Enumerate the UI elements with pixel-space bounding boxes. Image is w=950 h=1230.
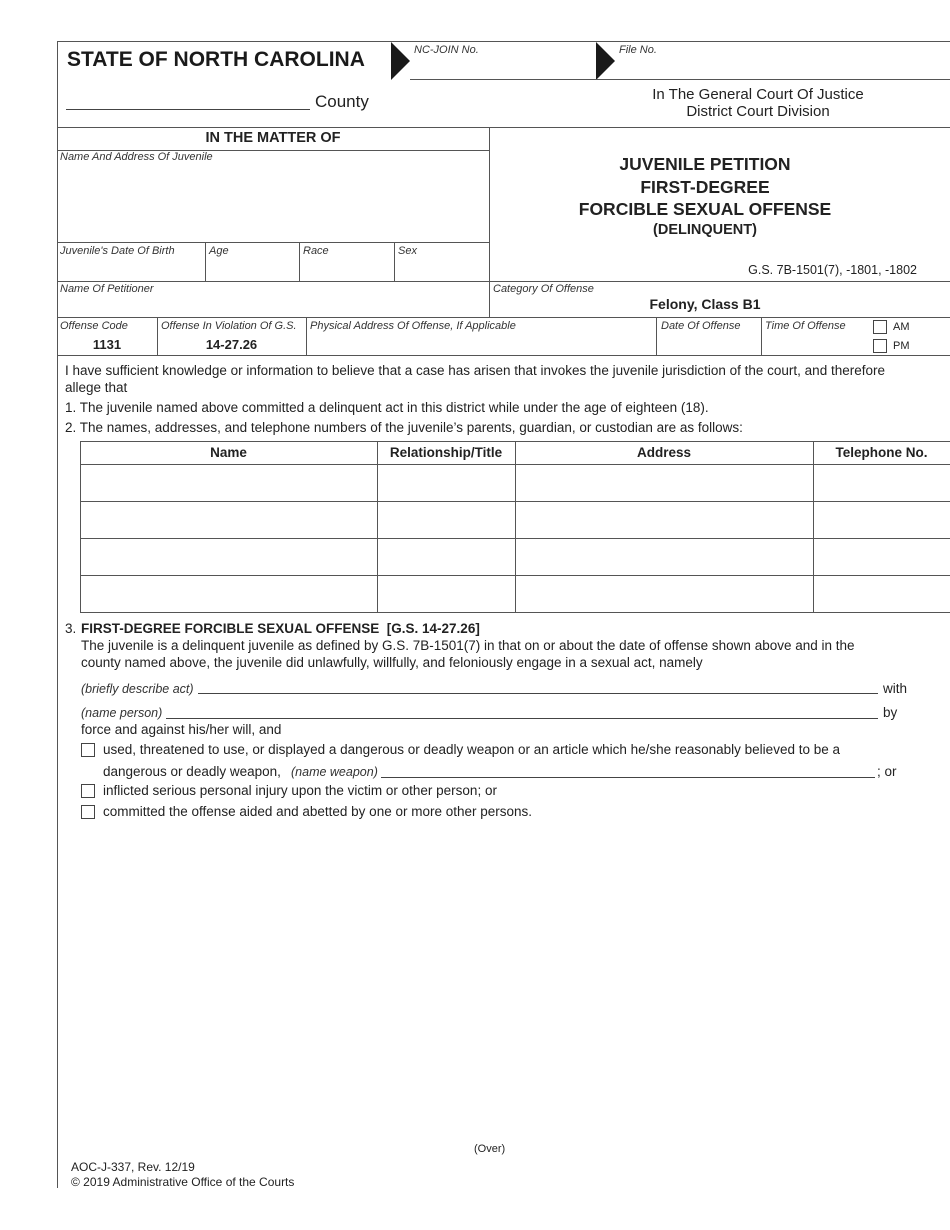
offense-date-field[interactable] (658, 333, 759, 354)
table-cell-address[interactable] (517, 467, 811, 499)
offense-heading: FIRST-DEGREE FORCIBLE SEXUAL OFFENSE [G.S. 14-27.26] (81, 621, 480, 636)
person-field[interactable] (166, 718, 878, 719)
over-note: (Over) (474, 1143, 506, 1155)
offense-code-value: 1131 (92, 337, 122, 352)
weapon-checkbox[interactable] (81, 743, 95, 757)
age-field[interactable] (206, 259, 298, 280)
petition-title-4: (DELINQUENT) (653, 222, 757, 238)
person-suffix: by (883, 705, 898, 720)
table-row (80, 465, 950, 501)
offense-address-label: Physical Address Of Offense, If Applicable (310, 320, 516, 332)
dob-label: Juvenile's Date Of Birth (60, 245, 175, 257)
matter-top-border (57, 127, 950, 128)
petitioner-row-top (57, 281, 950, 282)
table-cell-telephone[interactable] (815, 467, 948, 499)
copyright: © 2019 Administrative Office of the Courts (71, 1175, 295, 1189)
nc-join-label: NC-JOIN No. (414, 44, 479, 56)
table-cell-telephone[interactable] (815, 578, 948, 610)
petitioner-field[interactable] (58, 297, 488, 316)
parents-table (80, 441, 950, 613)
header-divider (410, 79, 950, 80)
table-row (80, 576, 950, 612)
table-header-telephone: Telephone No. (835, 445, 928, 460)
table-cell-relationship[interactable] (379, 467, 513, 499)
violation-address-divider (306, 317, 307, 355)
county-label: County (315, 92, 369, 111)
pm-label: PM (893, 340, 910, 352)
am-label: AM (893, 321, 910, 333)
injury-checkbox[interactable] (81, 784, 95, 798)
act-label: (briefly describe act) (81, 682, 194, 696)
date-time-divider (761, 317, 762, 355)
file-no-label: File No. (619, 44, 657, 56)
table-header-address: Address (636, 445, 692, 460)
petitioner-label: Name Of Petitioner (60, 283, 154, 295)
aided-checkbox[interactable] (81, 805, 95, 819)
juvenile-name-address-label: Name And Address Of Juvenile (60, 151, 213, 163)
race-field[interactable] (300, 259, 393, 280)
table-cell-address[interactable] (517, 578, 811, 610)
am-checkbox[interactable] (873, 320, 887, 334)
weapon-option-line-2: dangerous or deadly weapon, (103, 764, 281, 779)
category-label: Category Of Offense (493, 283, 594, 295)
act-field[interactable] (198, 693, 878, 694)
offense-row-bottom (57, 355, 950, 356)
court-line-1: In The General Court Of Justice (652, 86, 864, 103)
file-no-arrow-icon (596, 42, 615, 80)
weapon-field[interactable] (381, 777, 875, 778)
allegation-2: 2. The names, addresses, and telephone numbers of the juvenile’s parents, guardian, or custodian are as follows: (65, 420, 743, 435)
state-title: STATE OF NORTH CAROLINA (67, 48, 365, 71)
table-cell-name[interactable] (82, 467, 375, 499)
statute-reference: G.S. 7B-1501(7), -1801, -1802 (748, 263, 917, 277)
offense-row-top (57, 317, 950, 318)
sex-field[interactable] (395, 259, 488, 280)
table-cell-address[interactable] (517, 504, 811, 536)
table-cell-telephone[interactable] (815, 541, 948, 573)
allegation-1: 1. The juvenile named above committed a delinquent act in this district while under the age of eighteen (18). (65, 400, 709, 415)
file-no-field[interactable] (617, 58, 937, 78)
offense-time-field[interactable] (763, 333, 863, 354)
table-cell-relationship[interactable] (379, 578, 513, 610)
weapon-label: (name weapon) (291, 765, 378, 779)
offense-description-1: The juvenile is a delinquent juvenile as defined by G.S. 7B-1501(7) in that on or about the date of offense shown above and in the (81, 638, 855, 653)
weapon-option-line-1: used, threatened to use, or displayed a dangerous or deadly weapon or an article which he/she reasonably believed to be a (103, 742, 840, 757)
county-field[interactable] (66, 109, 310, 110)
table-header-relationship: Relationship/Title (389, 445, 503, 460)
category-value: Felony, Class B1 (649, 296, 761, 312)
dob-field[interactable] (58, 259, 204, 280)
violation-value: 14-27.26 (205, 337, 258, 352)
offense-number: 3. (65, 621, 77, 636)
nc-join-field[interactable] (412, 58, 592, 78)
top-border (57, 41, 950, 42)
weapon-suffix: ; or (877, 764, 897, 779)
juvenile-name-address-field[interactable] (58, 165, 488, 241)
table-cell-telephone[interactable] (815, 504, 948, 536)
offense-code-label: Offense Code (60, 320, 128, 332)
form-id: AOC-J-337, Rev. 12/19 (71, 1160, 195, 1174)
table-cell-relationship[interactable] (379, 541, 513, 573)
petition-title-3: FORCIBLE SEXUAL OFFENSE (578, 199, 832, 219)
offense-time-label: Time Of Offense (765, 320, 846, 332)
offense-description-2: county named above, the juvenile did unlawfully, willfully, and feloniously engage in a sexual act, namely (81, 655, 703, 670)
table-cell-relationship[interactable] (379, 504, 513, 536)
nc-join-arrow-icon (391, 42, 410, 80)
dob-row-top (57, 242, 489, 243)
offense-date-label: Date Of Offense (661, 320, 741, 332)
aided-option: committed the offense aided and abetted by one or more other persons. (103, 804, 533, 819)
table-cell-name[interactable] (82, 578, 375, 610)
address-date-divider (656, 317, 657, 355)
age-label: Age (209, 245, 229, 257)
sex-label: Sex (398, 245, 417, 257)
court-line-2: District Court Division (686, 103, 830, 120)
force-line: force and against his/her will, and (81, 722, 282, 737)
offense-address-field[interactable] (308, 333, 654, 354)
table-cell-name[interactable] (82, 541, 375, 573)
matter-heading: IN THE MATTER OF (205, 130, 341, 146)
person-label: (name person) (81, 706, 163, 720)
injury-option: inflicted serious personal injury upon the victim or other person; or (103, 783, 497, 798)
table-row (80, 502, 950, 538)
table-cell-address[interactable] (517, 541, 811, 573)
table-row (80, 539, 950, 575)
table-header-name: Name (210, 445, 247, 460)
race-label: Race (303, 245, 329, 257)
intro-line-1: I have sufficient knowledge or information to believe that a case has arisen that invokes the juvenile jurisdiction of the court, and therefore (65, 363, 885, 378)
table-cell-name[interactable] (82, 504, 375, 536)
act-suffix: with (883, 681, 908, 696)
violation-label: Offense In Violation Of G.S. (161, 320, 297, 332)
petition-title-2: FIRST-DEGREE (640, 177, 770, 197)
intro-line-2: allege that (65, 380, 128, 395)
petition-title-1: JUVENILE PETITION (619, 154, 791, 174)
pm-checkbox[interactable] (873, 339, 887, 353)
